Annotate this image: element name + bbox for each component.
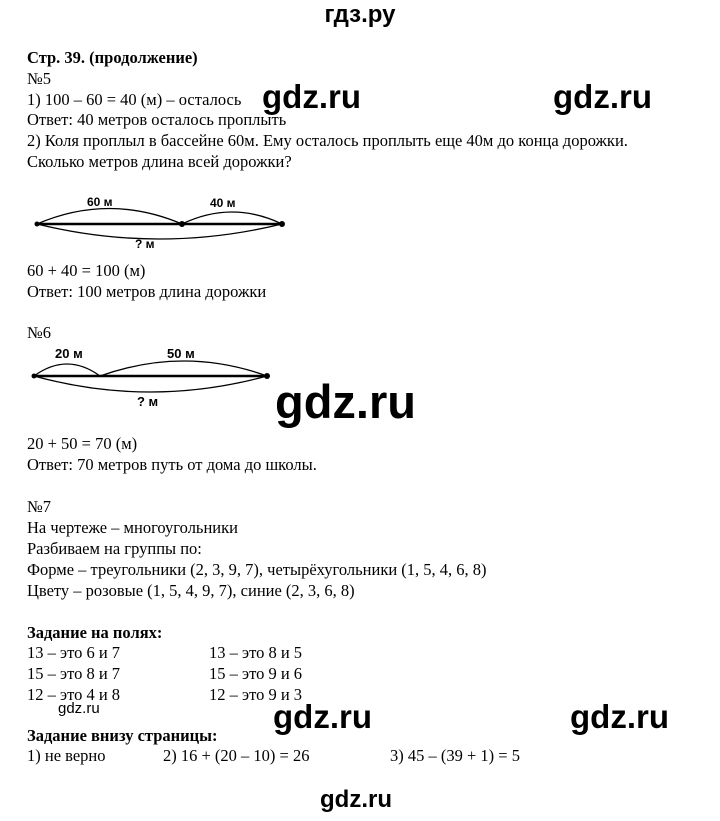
task6-number: №6: [27, 323, 51, 342]
bottom-task-item-3: 3) 45 – (39 + 1) = 5: [390, 746, 520, 765]
task5-calc: 60 + 40 = 100 (м): [27, 261, 146, 280]
task7-line2: Разбиваем на группы по:: [27, 539, 202, 558]
task5-line3: 2) Коля проплыл в бассейне 60м. Ему осталось проплыть еще 40м до конца дорожки.: [27, 131, 628, 150]
margin-task-left-1: 13 – это 6 и 7: [27, 643, 121, 662]
watermark-small: gdz.ru: [58, 700, 100, 717]
task5-answer: Ответ: 100 метров длина дорожки: [27, 282, 267, 301]
task7-line1: На чертеже – многоугольники: [27, 518, 238, 537]
bottom-task-item-2: 2) 16 + (20 – 10) = 26: [163, 746, 310, 765]
bottom-task-heading: Задание внизу страницы:: [27, 726, 218, 745]
task5-line4: Сколько метров длина всей дорожки?: [27, 152, 292, 171]
watermark: gdz.ru: [262, 78, 361, 115]
margin-task-right-3: 12 – это 9 и 3: [209, 685, 303, 704]
task5-line1: 1) 100 – 60 = 40 (м) – осталось: [27, 90, 242, 109]
task7-number: №7: [27, 497, 51, 516]
task6-total-label: ? м: [137, 394, 159, 409]
task6-seg1-label: 20 м: [55, 346, 83, 361]
task7-line3: Форме – треугольники (2, 3, 9, 7), четырёхугольники (1, 5, 4, 6, 8): [27, 560, 487, 579]
task5-seg2-label: 40 м: [210, 196, 236, 210]
margin-task-right-1: 13 – это 8 и 5: [209, 643, 303, 662]
margin-task-left-3: 12 – это 4 и 8: [27, 685, 121, 704]
task5-total-label: ? м: [135, 237, 155, 251]
task6-answer: Ответ: 70 метров путь от дома до школы.: [27, 455, 317, 474]
task6-seg2-label: 50 м: [167, 346, 195, 361]
task5-line2: Ответ: 40 метров осталось проплыть: [27, 110, 287, 129]
task6-calc: 20 + 50 = 70 (м): [27, 434, 138, 453]
margin-task-left-2: 15 – это 8 и 7: [27, 664, 121, 683]
task5-segment-diagram: [27, 188, 297, 252]
watermark: gdz.ru: [275, 375, 416, 428]
task5-number: №5: [27, 69, 51, 88]
watermark: gdz.ru: [570, 698, 669, 735]
task6-segment-diagram: [27, 338, 277, 412]
task7-line4: Цвету – розовые (1, 5, 4, 9, 7), синие (2, 3, 6, 8): [27, 581, 355, 600]
watermark: gdz.ru: [553, 78, 652, 115]
bottom-task-item-1: 1) не верно: [27, 746, 106, 765]
page-heading: Стр. 39. (продолжение): [27, 48, 198, 67]
task5-seg1-label: 60 м: [87, 195, 113, 209]
watermark: gdz.ru: [320, 786, 392, 813]
site-header-logo: гдз.ру: [324, 1, 396, 28]
margin-task-heading: Задание на полях:: [27, 623, 163, 642]
margin-task-right-2: 15 – это 9 и 6: [209, 664, 303, 683]
watermark: gdz.ru: [273, 698, 372, 735]
